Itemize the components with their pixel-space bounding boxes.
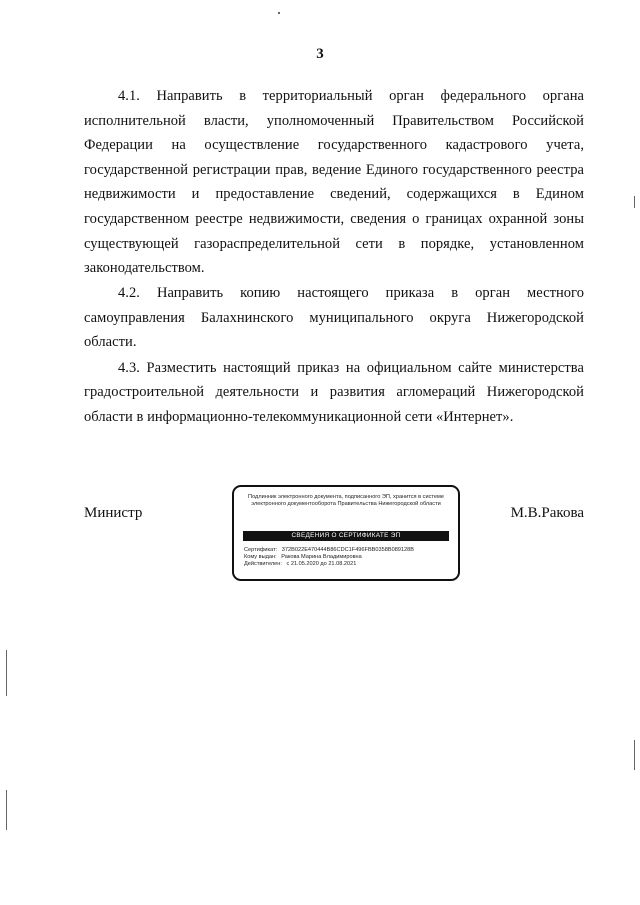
scan-artifact-right-2	[634, 740, 635, 770]
validity-label: Действителен:	[244, 561, 282, 568]
paragraph-4-1: 4.1. Направить в территориальный орган федерального органа исполнительной власти, уполномоченный Правительством Российской Федерации на осуществление государственного кадастрового учета, государственной регистрации прав, ведение Единого государственного реестра недвижимости и предоставление сведений, содержащихся в Едином государственном реестре недвижимости, сведения о границах охранной зоны существующей газораспределительной сети в порядке, установленном законодательством.	[84, 88, 584, 277]
stamp-header: Подлинник электронного документа, подписанного ЭП, хранится в системе электронного документооборота Правительства Нижегородской области	[248, 494, 444, 508]
scan-artifact-top	[278, 12, 280, 14]
scan-artifact-left-1	[6, 650, 7, 696]
signatory-position: Министр	[84, 505, 143, 521]
paragraph-4-3: 4.3. Разместить настоящий приказ на официальном сайте министерства градостроительной деятельности и развития агломераций Нижегородской области в информационно-телекоммуникационной сети «Интернет».	[84, 359, 584, 425]
electronic-signature-stamp	[232, 485, 460, 581]
certificate-line	[244, 547, 452, 554]
certificate-value: 372B022E470444B86CDC1F496FBB0358B089128B	[281, 547, 414, 553]
validity-value: с 21.05.2020 до 21.08.2021	[286, 561, 357, 568]
issued-to-label: Кому выдан:	[244, 554, 277, 561]
stamp-title: СВЕДЕНИЯ О СЕРТИФИКАТЕ ЭП	[243, 531, 449, 541]
issued-to-value: Ракова Марина Владимировна	[281, 554, 362, 561]
validity-line	[244, 561, 452, 568]
page-number: 3	[316, 46, 324, 62]
certificate-label: Сертификат:	[244, 547, 278, 553]
signatory-name: М.В.Ракова	[510, 505, 584, 521]
document-body	[84, 84, 584, 430]
scan-artifact-left-2	[6, 790, 7, 830]
scan-artifact-right-1	[634, 196, 635, 208]
paragraph-4-2: 4.2. Направить копию настоящего приказа в орган местного самоуправления Балахнинского муниципального округа Нижегородской области.	[84, 285, 584, 351]
stamp-details	[244, 547, 452, 569]
